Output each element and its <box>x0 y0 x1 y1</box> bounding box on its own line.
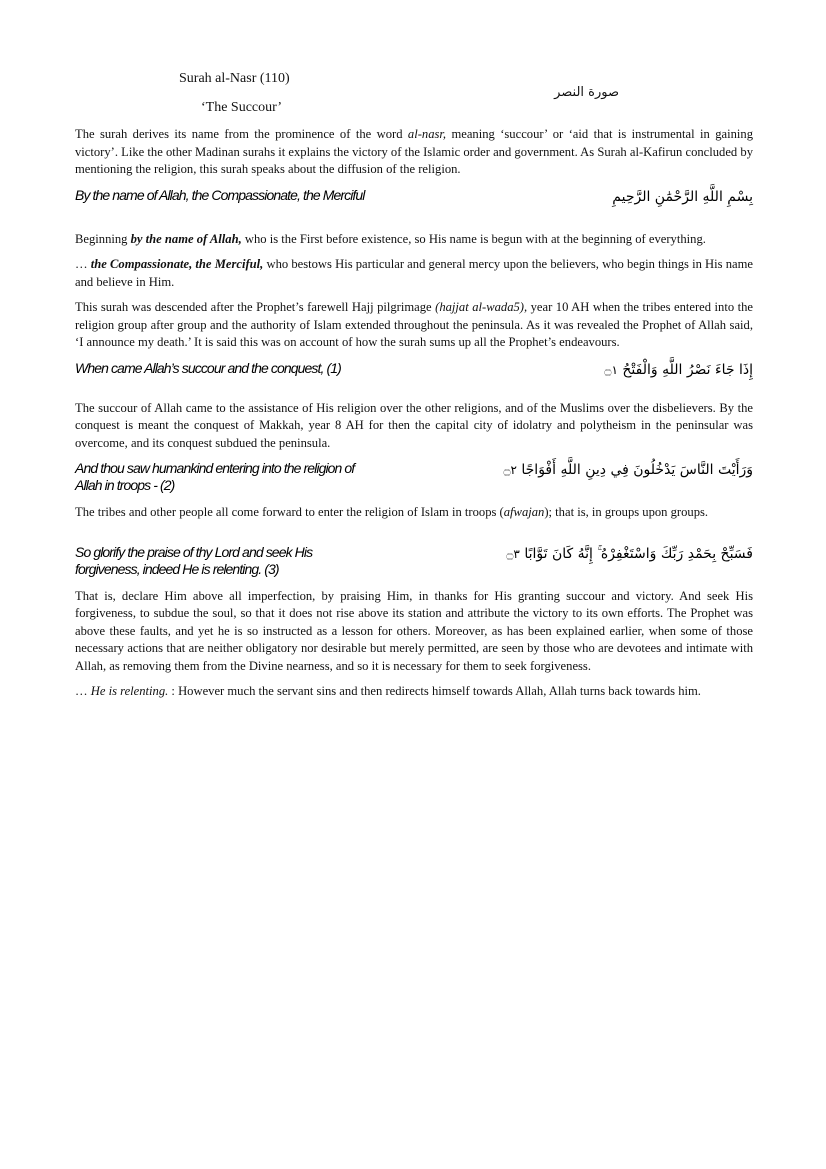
verse-2 <box>75 460 753 494</box>
verse-2-comment: The tribes and other people all come forward to enter the religion of Islam in troops (afwajan); that is, in groups upon groups. <box>75 505 709 519</box>
basmala-comment-1: Beginning by the name of Allah, who is the First before existence, so His name is begun with at the beginning of everything. <box>75 231 706 246</box>
verse-3-arabic: فَسَبِّحْ بِحَمْدِ رَبِّكَ وَاسْتَغْفِرْهُ ۚ إِنَّهُ كَانَ تَوَّابًا ۝٣ <box>506 545 753 562</box>
basmala-arabic: بِسْمِ اللَّهِ الرَّحْمَٰنِ الرَّحِيمِ <box>612 188 753 205</box>
ayah-marker-icon: ۝١ <box>604 362 618 377</box>
verse-3-comment-2: … He is relenting. : However much the servant sins and then redirects himself towards Allah, Allah turns back towards him. <box>75 684 701 698</box>
verse-1-comment: The succour of Allah came to the assistance of His religion over the other religions, and of the Muslims over the disbelievers. By the conquest is meant the conquest of Makkah, year 8 AH for then the capital city of idolatry and polytheism in the peninsular was overcome, and its conquest subdued the peninsula. <box>75 400 753 450</box>
basmala-comment-2: … the Compassionate, the Merciful, who bestows His particular and general mercy upon the believers, who begin things in His name and believe in Him. <box>75 257 753 289</box>
title-block <box>75 70 753 126</box>
document-page <box>75 70 753 709</box>
basmala-verse <box>75 187 753 205</box>
ayah-marker-icon: ۝٢ <box>503 463 517 477</box>
verse-1-english: When came Allah’s succour and the conquest, (1) <box>75 359 341 376</box>
verse-2-arabic: وَرَأَيْتَ النَّاسَ يَدْخُلُونَ فِي دِينِ اللَّهِ أَفْوَاجًا ۝٢ <box>503 462 753 478</box>
ayah-marker-icon: ۝٣ <box>506 546 520 561</box>
verse-3-english: So glorify the praise of thy Lord and seek His forgiveness, indeed He is relenting. (3) <box>75 543 313 577</box>
basmala-english: By the name of Allah, the Compassionate, the Merciful <box>75 186 365 203</box>
revelation-context: This surah was descended after the Prophet’s farewell Hajj pilgrimage (hajjat al-wada5), year 10 AH when the tribes entered into the religion group after group and the authority of Islam extended throughout the peninsula. As it was revealed the Prophet of Allah said, ‘I announce my death.’ It is said this was on account of how the surah sums up all the Prophet’s endeavours. <box>75 300 753 349</box>
spacer <box>75 530 753 544</box>
arabic-surah-title: صورة النصر <box>554 85 619 100</box>
verse-3-comment-1: That is, declare Him above all imperfection, by praising Him, in thanks for His granting succour and victory. And seek His forgiveness, to subdue the soul, so that it does not rise above its station and attribute the victory to its own efforts. The Prophet was above these faults, and yet he is so instructed as a lesson for others. Moreover, as has been explained earlier, when some of those necessary actions that are neither obligatory nor desirable but merely permitted, are seen by those who are devotees and intimate with Allah, as removing them from the Divine nearness, and so it is necessary for them to seek forgiveness. <box>75 588 753 673</box>
surah-subtitle: ‘The Succour’ <box>201 100 282 115</box>
verse-2-english: And thou saw humankind entering into the religion of Allah in troops - (2) <box>75 460 355 493</box>
verse-3 <box>75 544 753 578</box>
intro-paragraph: The surah derives its name from the prominence of the word al-nasr, meaning ‘succour’ or ‘aid that is instrumental in gaining victory’. Like the other Madinan surahs it explains the victory of the Islamic order and government. As Surah al-Kafirun concluded by mentioning the religion, this surah speaks about the diffusion of the religion. <box>75 127 753 176</box>
verse-1-arabic: إِذَا جَاءَ نَصْرُ اللَّهِ وَالْفَتْحُ ۝١ <box>604 361 753 378</box>
surah-title: Surah al-Nasr (110) <box>179 71 290 86</box>
verse-1 <box>75 360 753 378</box>
